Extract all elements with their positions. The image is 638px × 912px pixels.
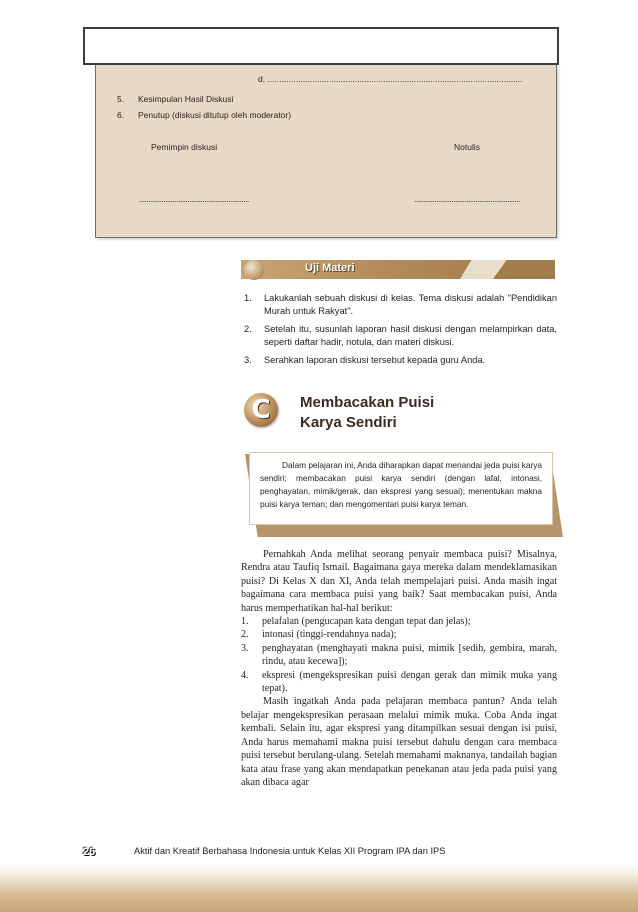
paragraph: Masih ingatkah Anda pada pelajaran membaca pantun? Anda telah belajar mengekspresikan perasaan melalui mimik muka. Coba Anda ingat kembali. Selain itu, agar ekspresi yang ditampilkan sesuai dengan isi puisi, Anda harus memahami makna puisi tersebut dahulu dengan cara membaca puisi tersebut berulang-ulang. Setelah memahami maknanya, tandailah bagian kata atau frase yang akan mendapatkan penekanan atau jeda pada puisi yang akan dibaca agar xyxy=(241,696,557,788)
uji-materi-banner xyxy=(241,260,555,279)
list-item-text: ekspresi (mengekspresikan puisi dengan gerak dan mimik muka yang tepat). xyxy=(262,669,557,695)
report-item-num: 5. xyxy=(117,94,125,104)
signature-notulis-label: Notulis xyxy=(454,142,480,152)
section-title-line1: Membacakan Puisi xyxy=(300,394,435,411)
list-item-text: intonasi (tinggi-rendahnya nada); xyxy=(262,629,397,641)
list-item-number: 3. xyxy=(244,355,252,365)
page-number: 26 xyxy=(83,846,96,858)
list-item xyxy=(241,354,557,367)
list-item-text: penghayatan (menghayati makna puisi, mimik [sedih, gembira, marah, rindu, atau kecewa]); xyxy=(262,642,557,668)
section-c-badge xyxy=(244,393,278,427)
uji-materi-list xyxy=(241,292,557,372)
book-title: Aktif dan Kreatif Berbahasa Indonesia untuk Kelas XII Program IPA dan IPS xyxy=(134,846,446,856)
list-item-number: 1. xyxy=(241,616,249,628)
signature-leader-line: ........................................................... xyxy=(139,194,249,204)
report-item-text: Penutup (diskusi ditutup oleh moderator) xyxy=(138,110,292,120)
list-item-number: 3. xyxy=(241,642,249,654)
report-box-header xyxy=(83,27,559,65)
list-item-text: Serahkan laporan diskusi tersebut kepada guru Anda. xyxy=(264,355,486,365)
report-line-d: d. ............................................................................................................ xyxy=(258,74,523,84)
list-item xyxy=(241,642,557,669)
list-item-number: 2. xyxy=(241,629,249,641)
list-item xyxy=(241,292,557,318)
section-letter: C xyxy=(251,395,271,425)
paragraph: Pernahkah Anda melihat seorang penyair membaca puisi? Misalnya, Rendra atau Taufiq Ismail. Bagaimana gaya mereka dalam mendeklamasikan puisi? Di Kelas X dan XI, Anda telah mempelajari puisi. Anda masih ingat bagaimana cara membaca puisi yang baik? Saat membacakan puisi, Anda harus memperhatikan hal-hal berikut: xyxy=(241,549,557,614)
list-item-number: 2. xyxy=(244,324,252,334)
list-item-text: pelafalan (pengucapan kata dengan tepat dan jelas); xyxy=(262,616,471,628)
list-item xyxy=(241,628,557,641)
list-item xyxy=(241,323,557,349)
sphere-icon xyxy=(244,260,264,280)
list-item xyxy=(241,615,557,628)
body-text xyxy=(241,548,557,789)
signature-notulis-line: ......................................................... xyxy=(414,194,521,204)
list-item-number: 1. xyxy=(244,293,252,303)
footer-decor-band xyxy=(0,865,638,912)
list-item xyxy=(241,669,557,696)
uji-materi-title: Uji Materi xyxy=(305,262,355,274)
section-title xyxy=(300,393,434,433)
list-item-text: Lakukanlah sebuah diskusi di kelas. Tema diskusi adalah "Pendidikan Murah untuk Rakyat". xyxy=(264,293,557,316)
report-item-num: 6. xyxy=(117,110,125,120)
objective-box xyxy=(249,452,553,525)
signature-leader-label: Pemimpin diskusi xyxy=(151,142,218,152)
report-item-text: Kesimpulan Hasil Diskusi xyxy=(138,94,234,104)
objective-text: Dalam pelajaran ini, Anda diharapkan dapat menandai jeda puisi karya sendiri; membacakan puisi karya sendiri (dengan lafal, intonasi, penghayatan, mimik/gerak, dan ekspresi yang sesuai); menentukan makna puisi karya teman; dan mengomentari puisi karya teman. xyxy=(260,460,542,509)
section-title-line2: Karya Sendiri xyxy=(300,414,397,431)
list-item-number: 4. xyxy=(241,669,249,681)
list-item-text: Setelah itu, susunlah laporan hasil diskusi dengan melampirkan data, seperti daftar hadir, notula, dan materi diskusi. xyxy=(264,324,557,347)
